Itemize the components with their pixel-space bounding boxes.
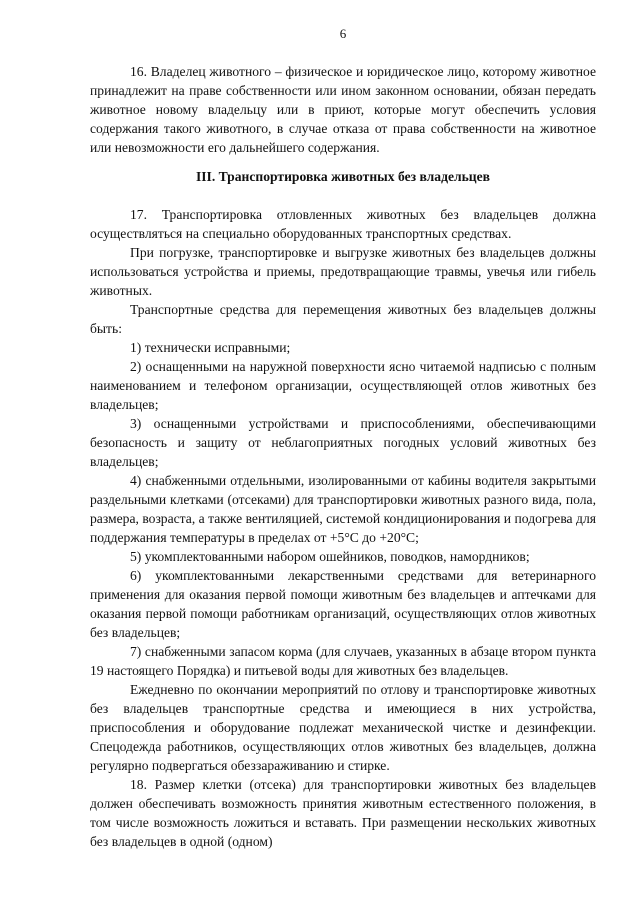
- paragraph-16: 16. Владелец животного – физическое и юридическое лицо, которому животное принадлежит на праве собственности или ином законном основании, обязан передать животное новому владельцу или в приют, которые могут обеспечить условия содержания такого животного, в случае отказа от права собственности на животное или невозможности его дальнейшего содержания.: [90, 64, 596, 155]
- list-item-7: 7) снабженными запасом корма (для случаев, указанных в абзаце втором пункта 19 настоящего Порядка) и питьевой воды для животных без владельцев.: [90, 644, 596, 678]
- paragraph-18: 18. Размер клетки (отсека) для транспортировки животных без владельцев должен обеспечивать возможность принятия животным естественного положения, в том числе возможность ложиться и вставать. При размещении нескольких животных без владельцев в одной (одном): [90, 777, 596, 849]
- list-item-1: 1) технически исправными;: [130, 340, 291, 355]
- list-item-3: 3) оснащенными устройствами и приспособлениями, обеспечивающими безопасность и защиту от неблагоприятных погодных условий животных без владельцев;: [90, 416, 596, 469]
- paragraph-vehicles-intro: Транспортные средства для перемещения животных без владельцев должны быть:: [90, 302, 596, 336]
- list-item-4: 4) снабженными отдельными, изолированными от кабины водителя закрытыми раздельными клетками (отсеками) для транспортировки животных разного вида, пола, размера, возраста, а также вентиляцией, системой кондиционирования и подогрева для поддержания температуры в пределах от +5°C до +20°C;: [90, 473, 596, 545]
- paragraph-cleaning: Ежедневно по окончании мероприятий по отлову и транспортировке животных без владельцев транспортные средства и имеющиеся в них устройства, приспособления и оборудование подлежат механической чистке и дезинфекции. Спецодежда работников, осуществляющих отлов животных без владельцев, должна регулярно подвергаться обеззараживанию и стирке.: [90, 682, 596, 773]
- list-item-2: 2) оснащенными на наружной поверхности ясно читаемой надписью с полным наименованием и телефоном организации, осуществляющей отлов животных без владельцев;: [90, 359, 596, 412]
- section-heading: III. Транспортировка животных без владельцев: [195, 169, 491, 184]
- paragraph-loading: При погрузке, транспортировке и выгрузке животных без владельцев должны использоваться устройства и приемы, предотвращающие травмы, увечья или гибель животных.: [90, 245, 596, 298]
- list-item-5: 5) укомплектованными набором ошейников, поводков, намордников;: [130, 549, 530, 564]
- page-number: 6: [339, 26, 347, 41]
- document-body: [90, 62, 596, 851]
- paragraph-17: 17. Транспортировка отловленных животных без владельцев должна осуществляться на специально оборудованных транспортных средствах.: [90, 207, 596, 241]
- list-item-6: 6) укомплектованными лекарственными средствами для ветеринарного применения для оказания первой помощи животным без владельцев и аптечками для оказания первой помощи работникам организаций, осуществляющих отлов животных без владельцев;: [90, 568, 596, 640]
